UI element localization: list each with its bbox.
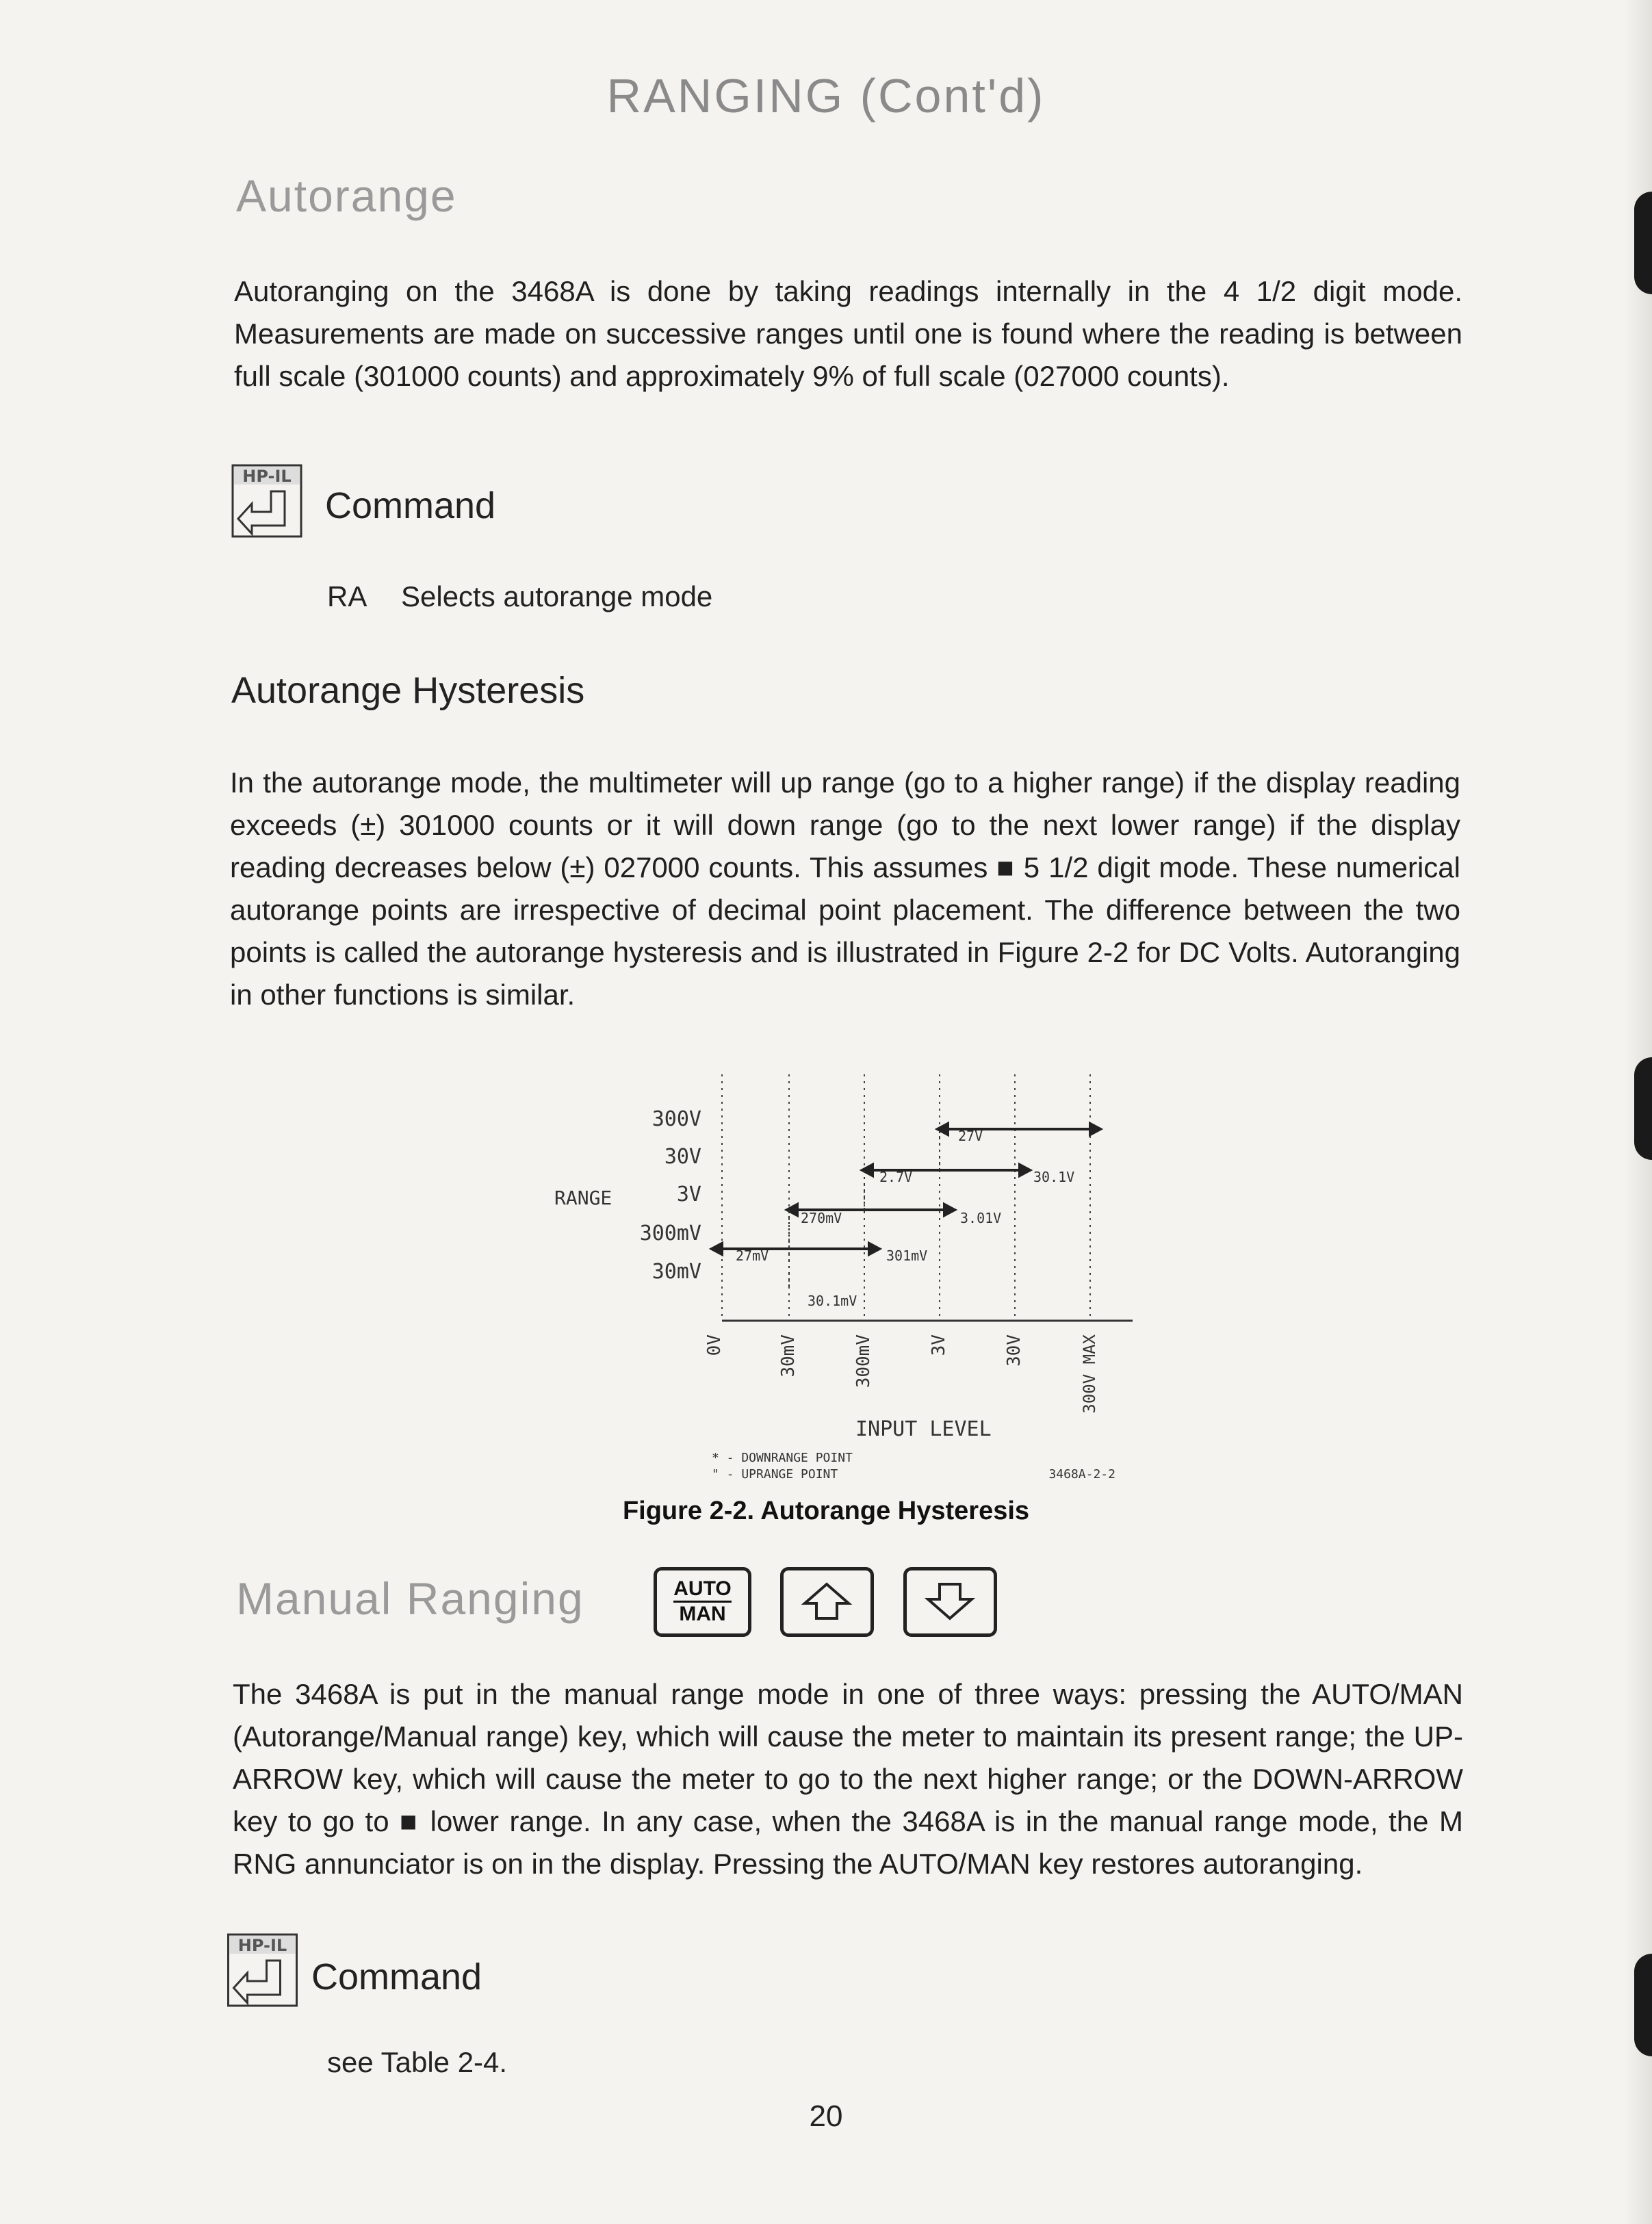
up-arrow-key	[780, 1567, 874, 1637]
x-tick-label: 300mV	[853, 1334, 874, 1388]
arrow-head	[862, 1165, 873, 1176]
hpil-icon-label: HP-IL	[242, 467, 292, 486]
binder-hole	[1634, 1057, 1652, 1160]
section-heading-manual-ranging: Manual Ranging	[236, 1573, 584, 1624]
range-label-300mv: 300mV	[639, 1221, 701, 1245]
range-label-300v: 300V	[651, 1107, 701, 1131]
binder-hole	[1634, 1954, 1652, 2056]
uprange-point-label: 301mV	[886, 1247, 928, 1264]
arrow-head	[944, 1204, 955, 1215]
hpil-command-icon	[231, 464, 303, 541]
auto-key-label: AUTO	[673, 1577, 732, 1603]
x-tick-label: 0V	[704, 1334, 725, 1356]
legend-uprange: " - UPRANGE POINT	[712, 1467, 838, 1482]
downrange-point-label: 2.7V	[879, 1169, 913, 1185]
downrange-point-label: 27V	[958, 1128, 983, 1144]
arrow-head	[1020, 1165, 1030, 1176]
hpil-command-icon	[224, 1933, 301, 2010]
x-axis-label: INPUT LEVEL	[855, 1417, 992, 1441]
man-key-label: MAN	[679, 1603, 726, 1625]
range-label-30v: 30V	[664, 1145, 701, 1169]
down-arrow-key	[903, 1567, 997, 1637]
auto-man-key	[654, 1567, 751, 1637]
downrange-point-label: 270mV	[801, 1210, 842, 1226]
range-label-3v: 3V	[676, 1182, 701, 1206]
x-tick-label: 30mV	[778, 1334, 799, 1378]
uprange-point-label: 30.1mV	[808, 1293, 857, 1309]
subsection-heading-hysteresis: Autorange Hysteresis	[231, 670, 585, 711]
arrow-head	[1090, 1124, 1100, 1135]
range-label-30mv: 30mV	[651, 1260, 701, 1284]
x-tick-label: 3V	[929, 1334, 949, 1356]
figure-id: 3468A-2-2	[1048, 1467, 1115, 1482]
command-code: RA	[327, 580, 367, 612]
y-axis-label: RANGE	[554, 1187, 612, 1209]
down-arrow-icon	[907, 1570, 994, 1633]
page-number: 20	[809, 2099, 843, 2133]
page-title: RANGING (Cont'd)	[606, 69, 1046, 122]
downrange-point-label: 27mV	[736, 1247, 769, 1264]
hysteresis-diagram	[506, 1061, 1143, 1499]
x-tick-label: 30V	[1004, 1334, 1024, 1367]
autorange-paragraph: Autoranging on the 3468A is done by taking readings internally in the 4 1/2 digit mode. Measurements are made on successive ranges until one is found where the reading is between full scale (301000 counts) and approximately 9% of full scale (027000 counts).	[234, 275, 1462, 392]
up-arrow-icon	[784, 1570, 870, 1633]
binder-hole	[1634, 192, 1652, 294]
command-heading: Command	[325, 485, 496, 526]
uprange-point-label: 3.01V	[960, 1210, 1002, 1226]
command-reference: see Table 2-4.	[327, 2046, 508, 2078]
command-heading: Command	[311, 1956, 482, 1997]
hpil-icon-label: HP-IL	[237, 1936, 287, 1955]
hysteresis-paragraph: In the autorange mode, the multimeter will up range (go to a higher range) if the display reading exceeds (±) 301000 counts or it will down range (go to the next lower range) if the display reading decreases below (±) 027000 counts. This assumes ■ 5 1/2 digit mode. These numerical autorange points are irrespective of decimal point placement. The difference between the two points is called the autorange hysteresis and is illustrated in Figure 2-2 for DC Volts. Autoranging in other functions is similar.	[230, 766, 1460, 1011]
uprange-point-label: 30.1V	[1033, 1169, 1075, 1185]
x-tick-label: 300V MAX	[1080, 1334, 1099, 1414]
arrow-head	[712, 1243, 722, 1254]
figure-caption: Figure 2-2. Autorange Hysteresis	[622, 1497, 1030, 1525]
section-heading-autorange: Autorange	[236, 170, 457, 221]
manual-ranging-paragraph: The 3468A is put in the manual range mode in one of three ways: pressing the AUTO/MAN (Autorange/Manual range) key, which will cause the meter to maintain its present range; the UP-ARROW key, which will cause the meter to go to the next higher range; or the DOWN-ARROW key to go to ■ lower range. In any case, when the 3468A is in the manual range mode, the M RNG annunciator is on in the display. Pressing the AUTO/MAN key restores autoranging.	[233, 1678, 1463, 1880]
arrow-head	[869, 1243, 879, 1254]
command-description: Selects autorange mode	[401, 580, 713, 612]
legend-downrange: * - DOWNRANGE POINT	[712, 1451, 853, 1465]
